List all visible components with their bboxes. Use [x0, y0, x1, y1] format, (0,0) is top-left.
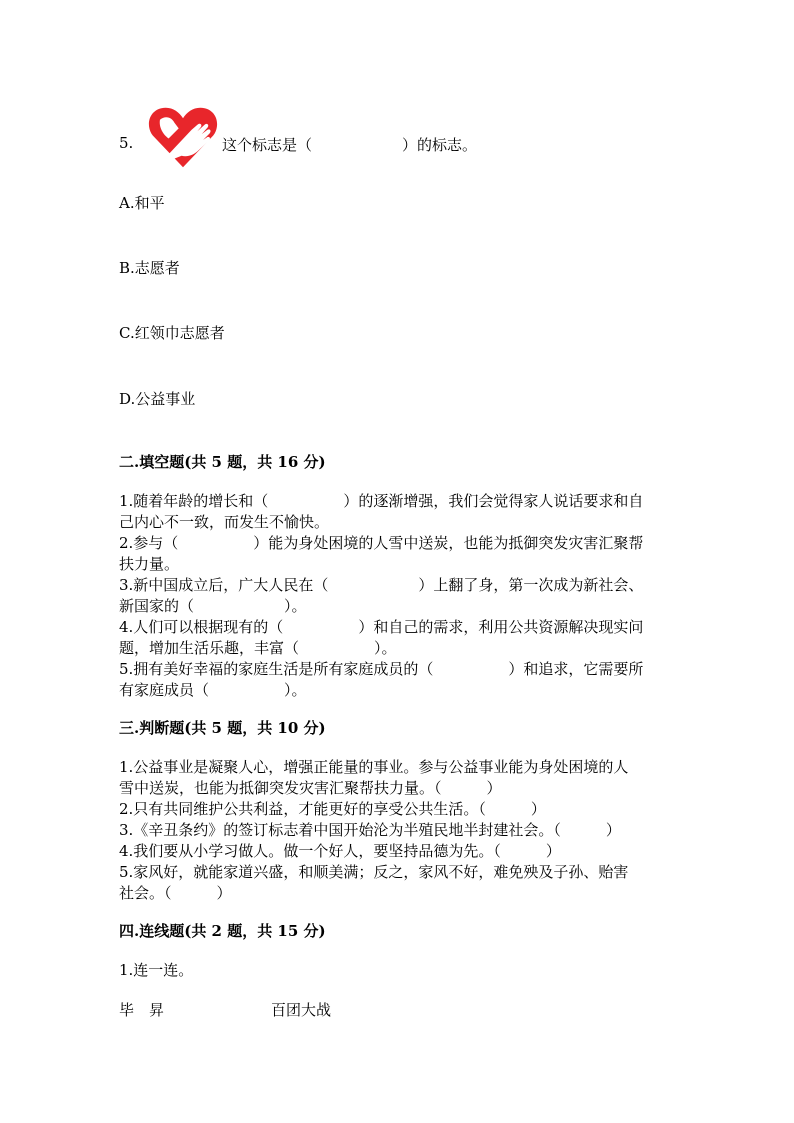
section-2-line: 1.随着年龄的增长和（ ）的逐渐增强，我们会觉得家人说话要求和自 — [119, 492, 644, 510]
section-3-line: 5.家风好，就能家道兴盛，和顺美满；反之，家风不好，难免殃及子孙、贻害 — [119, 863, 629, 881]
section-3-line: 社会。（ ） — [119, 884, 232, 902]
section-3-heading: 三.判断题(共 5 题，共 10 分) — [119, 719, 326, 737]
section-2-line: 3.新中国成立后，广大人民在（ ）上翻了身，第一次成为新社会、 — [119, 576, 644, 594]
section-3-line: 3.《辛丑条约》的签订标志着中国开始沦为半殖民地半封建社会。（ ） — [119, 821, 621, 839]
question-5-number: 5. — [119, 134, 134, 152]
section-4-heading: 四.连线题(共 2 题，共 15 分) — [119, 922, 326, 940]
section-2-line: 己内心不一致，而发生不愉快。 — [119, 513, 330, 531]
option-a: A.和平 — [119, 194, 165, 212]
section-3-line: 1.公益事业是凝聚人心，增强正能量的事业。参与公益事业能为身处困境的人 — [119, 758, 629, 776]
section-2-line: 5.拥有美好幸福的家庭生活是所有家庭成员的（ ）和追求，它需要所 — [119, 660, 644, 678]
section-4-question-1: 1.连一连。 — [119, 961, 194, 979]
section-3-body — [119, 757, 679, 904]
section-2-heading: 二.填空题(共 5 题，共 16 分) — [119, 453, 326, 471]
section-3-line: 2.只有共同维护公共利益，才能更好的享受公共生活。（ ） — [119, 800, 546, 818]
section-2-line: 新国家的（ ）。 — [119, 597, 307, 615]
option-d: D.公益事业 — [119, 390, 196, 408]
matching-left-item[interactable]: 毕 昇 — [119, 1001, 165, 1019]
section-2-line: 扶力量。 — [119, 555, 180, 573]
section-2-line: 4.人们可以根据现有的（ ）和自己的需求，利用公共资源解决现实问 — [119, 618, 644, 636]
section-3-line: 雪中送炭，也能为抵御突发灾害汇聚帮扶力量。（ ） — [119, 779, 502, 797]
section-2-line: 2.参与（ ）能为身处困境的人雪中送炭，也能为抵御突发灾害汇聚帮 — [119, 534, 644, 552]
section-2-line: 有家庭成员（ ）。 — [119, 681, 307, 699]
section-3-line: 4.我们要从小学习做人。做一个好人，要坚持品德为先。（ ） — [119, 842, 561, 860]
question-5-text: 这个标志是（ ）的标志。 — [222, 136, 478, 154]
section-2-body — [119, 491, 679, 701]
option-c: C.红领巾志愿者 — [119, 324, 225, 342]
matching-right-item[interactable]: 百团大战 — [271, 1001, 332, 1019]
section-2-line: 题，增加生活乐趣，丰富（ ）。 — [119, 639, 397, 657]
volunteer-heart-hand-logo — [146, 101, 220, 173]
option-b: B.志愿者 — [119, 259, 180, 277]
